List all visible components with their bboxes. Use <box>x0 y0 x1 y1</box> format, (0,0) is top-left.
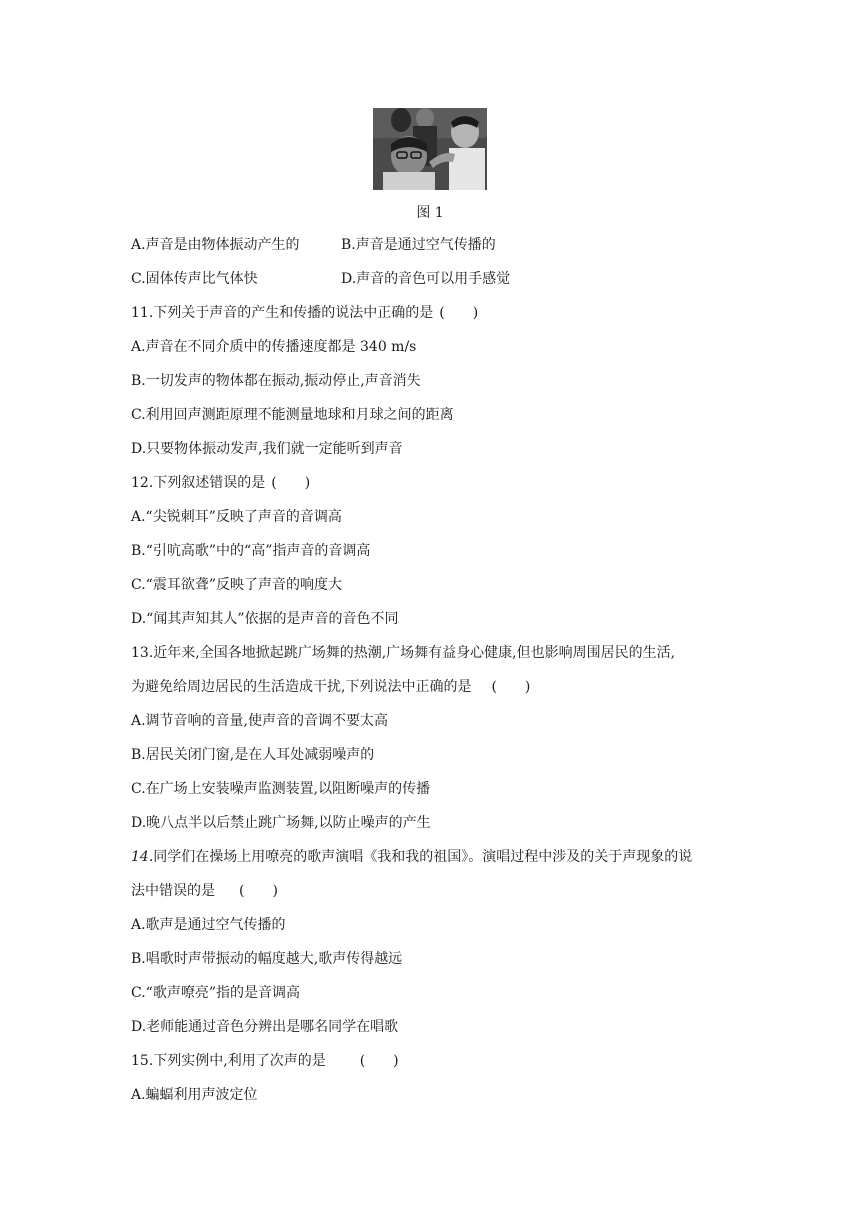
q10-option-d: D.声音的音色可以用手感觉 <box>341 271 511 287</box>
q13-stem-line-1: 13.近年来,全国各地掀起跳广场舞的热潮,广场舞有益身心健康,但也影响周围居民的生活, <box>131 645 676 661</box>
figure-caption: 图 1 <box>416 205 444 221</box>
q13-option-c: C.在广场上安装噪声监测装置,以阻断噪声的传播 <box>131 781 431 797</box>
q11-stem-line <box>131 304 478 322</box>
q15-stem: 15.下列实例中,利用了次声的是 <box>131 1053 326 1069</box>
q11-option-d: D.只要物体振动发声,我们就一定能听到声音 <box>131 441 403 457</box>
q13-option-d: D.晚八点半以后禁止跳广场舞,以防止噪声的产生 <box>131 815 431 831</box>
q10-option-c: C.固体传声比气体快 <box>131 271 258 287</box>
q12-stem-line <box>131 474 310 492</box>
q14-stem: 同学们在操场上用嘹亮的歌声演唱《我和我的祖国》。演唱过程中涉及的关于声现象的说 <box>153 849 693 865</box>
q14-stem-cont: 法中错误的是 <box>131 883 215 899</box>
q14-option-d: D.老师能通过音色分辨出是哪名同学在唱歌 <box>131 1019 399 1035</box>
q14-option-b: B.唱歌时声带振动的幅度越大,歌声传得越远 <box>131 951 403 967</box>
q12-option-b: B.“引吭高歌”中的“高”指声音的音调高 <box>131 543 371 559</box>
photo-illustration <box>373 108 487 190</box>
q12-option-d: D.“闻其声知其人”依据的是声音的音色不同 <box>131 611 399 627</box>
q11-answer-bracket: ( ) <box>439 305 479 321</box>
q11-stem: 11.下列关于声音的产生和传播的说法中正确的是 <box>131 305 434 321</box>
q12-option-a: A.“尖锐刺耳”反映了声音的音调高 <box>131 509 342 525</box>
q12-option-c: C.“震耳欲聋”反映了声音的响度大 <box>131 577 342 593</box>
q13-stem-line-2 <box>131 678 530 696</box>
q13-option-b: B.居民关闭门窗,是在人耳处减弱噪声的 <box>131 747 375 763</box>
q14-stem-line-1 <box>131 848 692 866</box>
q15-answer-bracket: ( ) <box>359 1053 399 1069</box>
q15-option-a: A.蝙蝠利用声波定位 <box>131 1087 258 1103</box>
q10-option-b: B.声音是通过空气传播的 <box>341 237 496 253</box>
q13-stem-cont: 为避免给周边居民的生活造成干扰,下列说法中正确的是 <box>131 679 472 695</box>
q14-answer-bracket: ( ) <box>239 883 278 899</box>
q14-stem-line-2 <box>131 882 278 900</box>
q12-answer-bracket: ( ) <box>271 475 311 491</box>
q14-option-c: C.“歌声嘹亮”指的是音调高 <box>131 985 300 1001</box>
q14-option-a: A.歌声是通过空气传播的 <box>131 917 286 933</box>
q11-option-a: A.声音在不同介质中的传播速度都是 340 m/s <box>131 339 417 355</box>
q10-option-a: A.声音是由物体振动产生的 <box>131 237 300 253</box>
q13-option-a: A.调节音响的音量,使声音的音调不要太高 <box>131 713 389 729</box>
q13-answer-bracket: ( ) <box>491 679 531 695</box>
figure-1-photo <box>373 108 487 190</box>
q11-option-c: C.利用回声测距原理不能测量地球和月球之间的距离 <box>131 407 454 423</box>
q14-number: 14. <box>131 849 154 865</box>
q11-option-b: B.一切发声的物体都在振动,振动停止,声音消失 <box>131 373 421 389</box>
q15-stem-line <box>131 1052 399 1070</box>
q12-stem: 12.下列叙述错误的是 <box>131 475 266 491</box>
